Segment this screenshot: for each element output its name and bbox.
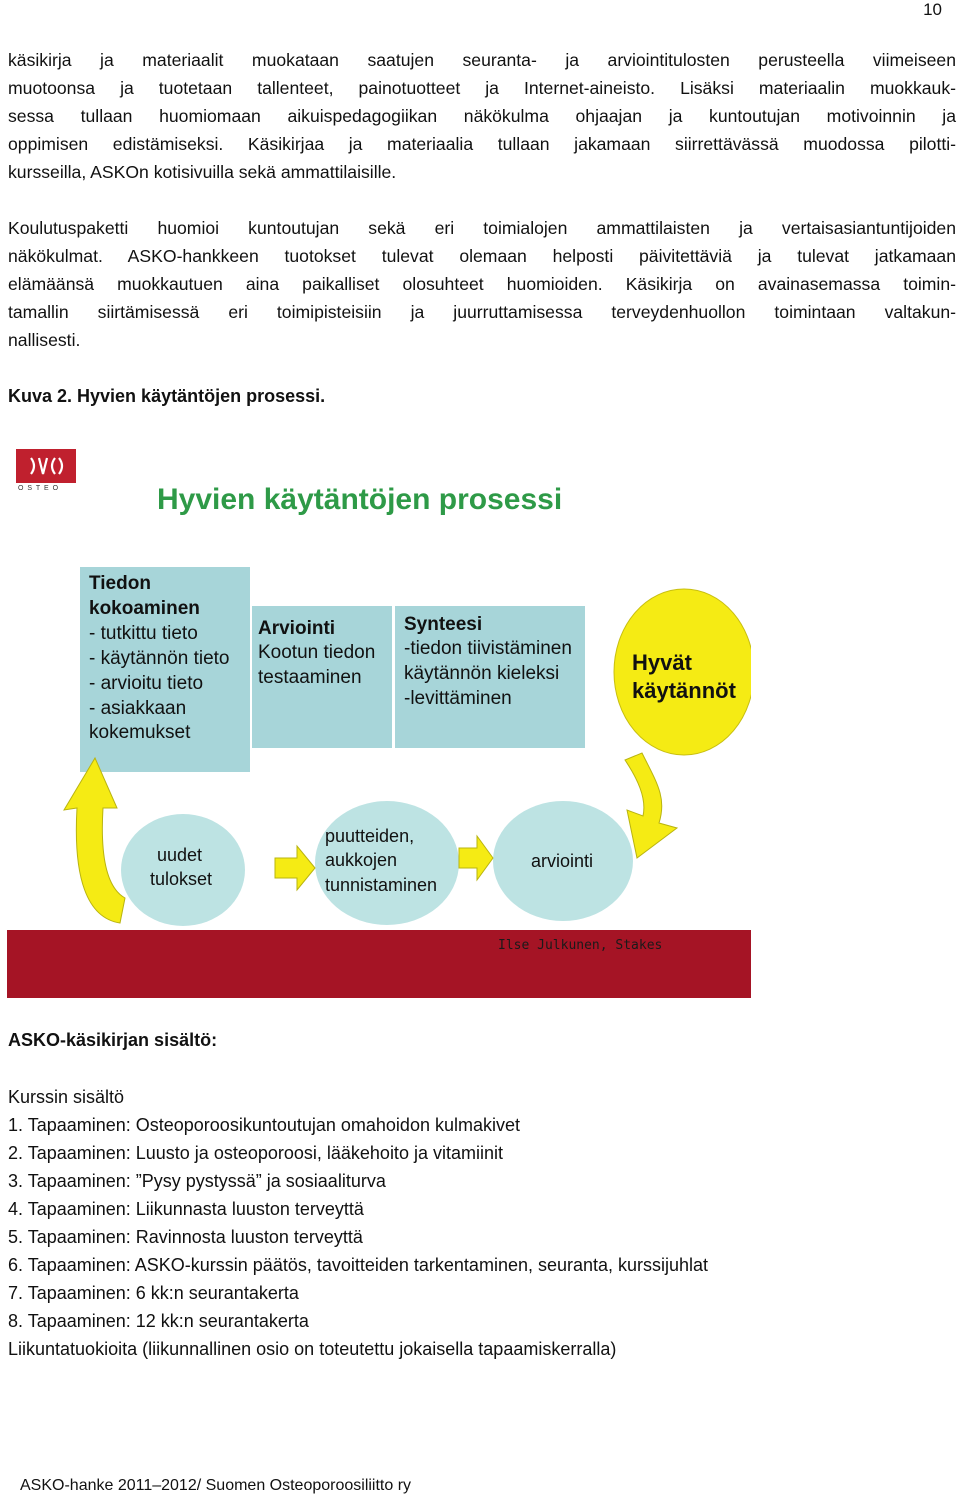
paragraph-line: muotoonsa ja tuotetaan tallenteet, painotuotteet ja Internet-aineisto. Lisäksi materiaalin muokkauk-: [8, 78, 956, 98]
list-item: 5. Tapaaminen: Ravinnosta luuston terveyttä: [8, 1227, 363, 1247]
page-number: 10: [923, 0, 942, 19]
box1-line: kokoaminen: [89, 598, 200, 619]
arrow-down-right-icon: [625, 753, 677, 858]
box1-line: kokemukset: [89, 722, 191, 743]
box3-line: käytännön kieleksi: [404, 663, 560, 684]
list-item: 3. Tapaaminen: ”Pysy pystyssä” ja sosiaaliturva: [8, 1171, 386, 1191]
goal-line: Hyvät: [632, 650, 692, 675]
box3-line: -tiedon tiivistäminen: [404, 638, 572, 659]
circle-right-line: arviointi: [531, 851, 594, 871]
box3-line: Synteesi: [404, 614, 483, 635]
paragraph-line: käsikirja ja materiaalit muokataan saatujen seuranta- ja arviointitulosten perusteella viimeiseen: [8, 50, 956, 70]
figure-caption: Kuva 2. Hyvien käytäntöjen prosessi.: [8, 386, 326, 406]
figure-title: Hyvien käytäntöjen prosessi: [157, 483, 563, 516]
circle-left-line: uudet: [157, 845, 203, 865]
paragraph-line: oppimisen edistämiseksi. Käsikirjaa ja materiaalia tullaan jakamaan siirrettävässä muodossa pilotti-: [8, 134, 956, 154]
box2-line: testaaminen: [258, 667, 362, 688]
paragraph-line: nallisesti.: [8, 330, 81, 350]
paragraph-line: kursseilla, ASKOn kotisivuilla sekä ammattilaisille.: [8, 162, 397, 182]
process-figure: [7, 438, 751, 998]
circle-mid-line: puutteiden,: [325, 826, 415, 846]
section-heading: ASKO-käsikirjan sisältö:: [8, 1030, 218, 1050]
arrow-up-left-icon: [64, 758, 125, 923]
logo-text: O S T E O: [18, 485, 60, 492]
paragraph-line: näkökulmat. ASKO-hankkeen tuotokset tulevat olemaan helposti päivitettäviä ja tulevat jatkamaan: [8, 246, 956, 266]
list-item: 7. Tapaaminen: 6 kk:n seurantakerta: [8, 1283, 299, 1303]
list-item: 6. Tapaaminen: ASKO-kurssin päätös, tavoitteiden tarkentaminen, seuranta, kurssijuhlat: [8, 1255, 709, 1275]
paragraph-line: Koulutuspaketti huomioi kuntoutujan sekä eri toimialojen ammattilaisten ja vertaisasiantuntijoiden: [8, 218, 956, 238]
box1-line: - asiakkaan: [89, 698, 187, 719]
paragraph-line: elämäänsä muokkautuen aina paikalliset olosuhteet huomioiden. Käsikirja on avainasemassa toimin-: [8, 274, 956, 294]
paragraph-2: [8, 214, 956, 354]
list-item: Liikuntatuokioita (liikunnallinen osio on toteutettu jokaisella tapaamiskerralla): [8, 1339, 617, 1359]
box2-line: Kootun tiedon: [258, 642, 376, 663]
circle-left-line: tulokset: [150, 869, 213, 889]
goal-line: käytännöt: [632, 678, 736, 703]
box1-line: - käytännön tieto: [89, 648, 230, 669]
list-item: 4. Tapaaminen: Liikunnasta luuston terveyttä: [8, 1199, 364, 1219]
osteo-logo: [16, 449, 76, 492]
paragraph-1: [8, 46, 956, 186]
box1-line: - arvioitu tieto: [89, 673, 204, 694]
box1-line: - tutkittu tieto: [89, 623, 198, 644]
paragraph-line: sessa tullaan huomiomaan aikuispedagogiikan näkökulma ohjaajan ja kuntoutujan motivoinnin ja: [8, 106, 956, 126]
circle-mid-line: aukkojen: [325, 850, 398, 870]
list-item: 2. Tapaaminen: Luusto ja osteoporoosi, lääkehoito ja vitamiinit: [8, 1143, 503, 1163]
arrow-left-icon: [275, 846, 315, 890]
paragraph-line: tamallin siirtämisessä eri toimipisteisiin ja juurruttamisessa terveydenhuollon toimintaan valtakun-: [8, 302, 956, 322]
arrow-left-icon: [459, 836, 493, 880]
list-item: Kurssin sisältö: [8, 1087, 125, 1107]
list-item: 8. Tapaaminen: 12 kk:n seurantakerta: [8, 1311, 309, 1331]
box3-line: -levittäminen: [404, 688, 512, 709]
circle-mid-line: tunnistaminen: [325, 875, 438, 895]
figure-credit: Ilse Julkunen, Stakes: [498, 938, 663, 953]
page-footer: ASKO-hanke 2011–2012/ Suomen Osteoporoosiliitto ry: [20, 1477, 412, 1494]
contents-list: [8, 1083, 708, 1363]
box1-line: Tiedon: [89, 573, 151, 594]
box2-line: Arviointi: [258, 618, 336, 639]
list-item: 1. Tapaaminen: Osteoporoosikuntoutujan omahoidon kulmakivet: [8, 1115, 520, 1135]
